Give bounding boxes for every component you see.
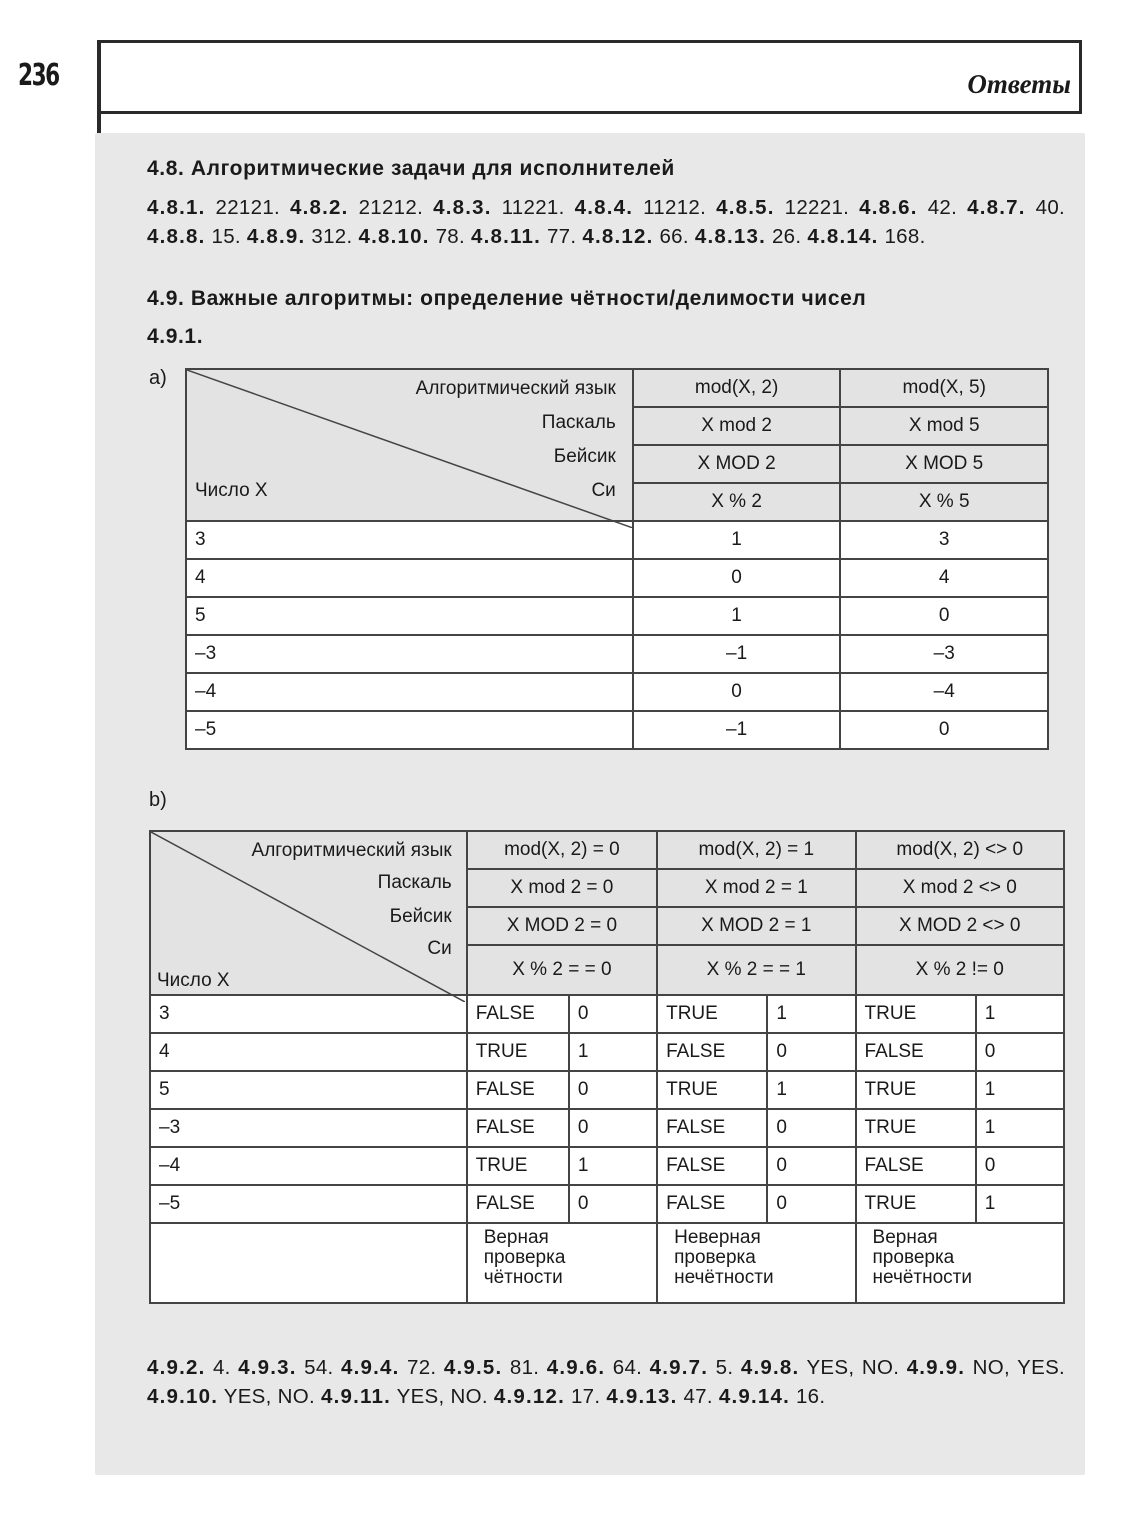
answer-id: 4.9.2. — [147, 1356, 206, 1379]
answer-id: 4.8.6. — [859, 196, 918, 219]
answer-value: 22121. — [215, 196, 281, 219]
table-a-cell: –5 — [186, 711, 633, 749]
answer-value: 40. — [1035, 196, 1066, 219]
table-a-label: a) — [149, 367, 167, 389]
answer-id: 4.9.13. — [606, 1385, 678, 1408]
row-header-number-x: Число X — [195, 480, 268, 501]
table-a-cell: –4 — [186, 673, 633, 711]
table-row — [186, 673, 1048, 711]
table-row — [186, 635, 1048, 673]
table-a-head: X MOD 2 — [633, 445, 841, 483]
header-title: Ответы — [967, 69, 1071, 99]
table-a-cell: 4 — [840, 559, 1048, 597]
table-a-cell: 4 — [186, 559, 633, 597]
table-b-cell: 1 — [767, 995, 855, 1033]
table-row — [150, 1185, 1064, 1223]
table-a-cell: –4 — [840, 673, 1048, 711]
answer-value: 16. — [795, 1385, 826, 1408]
answer-id: 4.9.5. — [443, 1356, 503, 1379]
answer-value: 72. — [407, 1356, 437, 1379]
table-a-cell: 1 — [633, 521, 841, 559]
lang-algorithmic: Алгоритмический язык — [251, 840, 452, 861]
table-b-cell: TRUE — [856, 995, 976, 1033]
table-b-cell: TRUE — [856, 1185, 976, 1223]
answer-value: 66. — [659, 225, 689, 248]
table-b-cell: 1 — [976, 1071, 1064, 1109]
answer-id: 4.8.11. — [471, 225, 541, 248]
table-b-cell: 0 — [569, 995, 657, 1033]
answer-value: 11221. — [501, 196, 565, 219]
answer-id: 4.8.2. — [290, 196, 349, 219]
table-b-cell: TRUE — [856, 1109, 976, 1147]
table-b-cell: 1 — [767, 1071, 855, 1109]
table-b-cell: 0 — [767, 1109, 855, 1147]
answer-id: 4.9.12. — [493, 1385, 565, 1408]
table-a-cell: 3 — [840, 521, 1048, 559]
table-b-cell: –5 — [150, 1185, 467, 1223]
table-b-head: X MOD 2 = 0 — [467, 907, 657, 945]
table-b-head: X % 2 = = 1 — [657, 945, 855, 995]
row-header-number-x: Число X — [157, 970, 230, 991]
table-a-head: X MOD 5 — [840, 445, 1048, 483]
table-a-head: X % 5 — [840, 483, 1048, 521]
table-a-head: mod(X, 5) — [840, 369, 1048, 407]
table-b-cell: 1 — [569, 1033, 657, 1071]
section-4-9-title: 4.9. Важные алгоритмы: определение чётности/делимости чисел — [147, 287, 867, 310]
table-a-cell: 1 — [633, 597, 841, 635]
table-b-diagonal-header — [150, 831, 467, 995]
answer-value: 54. — [304, 1356, 334, 1379]
answer-id: 4.8.3. — [433, 196, 492, 219]
table-a-cell: 5 — [186, 597, 633, 635]
answer-value: 78. — [435, 225, 466, 248]
table-b-cell: 0 — [767, 1147, 855, 1185]
page-number: 236 — [18, 58, 59, 93]
table-b-head: mod(X, 2) <> 0 — [856, 831, 1064, 869]
lang-c: Си — [591, 480, 616, 501]
lang-pascal: Паскаль — [377, 872, 452, 893]
table-b-cell: 0 — [569, 1071, 657, 1109]
table-a-head: X mod 5 — [840, 407, 1048, 445]
answer-value: 81. — [509, 1356, 540, 1379]
table-b-note: Верная проверка чётности — [467, 1223, 657, 1303]
answer-value: 26. — [771, 225, 802, 248]
table-a — [185, 368, 1049, 750]
table-a-cell: 3 — [186, 521, 633, 559]
table-row — [150, 1147, 1064, 1185]
table-b-cell: FALSE — [657, 1109, 767, 1147]
table-a-cell: 0 — [633, 673, 841, 711]
answer-id: 4.9.3. — [238, 1356, 297, 1379]
table-row — [186, 597, 1048, 635]
answer-id: 4.9.4. — [341, 1356, 400, 1379]
table-b-cell: FALSE — [657, 1147, 767, 1185]
answer-id: 4.9.11. — [321, 1385, 391, 1408]
table-row — [150, 1033, 1064, 1071]
answer-id: 4.8.7. — [967, 196, 1026, 219]
table-b-cell: 0 — [767, 1033, 855, 1071]
table-b-cell: 4 — [150, 1033, 467, 1071]
table-b-cell: 5 — [150, 1071, 467, 1109]
answer-id: 4.8.13. — [694, 225, 766, 248]
table-b-cell: FALSE — [467, 1185, 569, 1223]
answer-id: 4.9.10. — [147, 1385, 219, 1408]
answer-value: NO, YES. — [972, 1356, 1066, 1379]
table-b-cell: FALSE — [856, 1033, 976, 1071]
lang-c: Си — [427, 938, 452, 959]
answer-id: 4.8.12. — [582, 225, 654, 248]
table-b-cell: 0 — [976, 1033, 1064, 1071]
subsection-4-9-1-title: 4.9.1. — [147, 325, 204, 348]
answer-value: 47. — [683, 1385, 713, 1408]
section-4-8-title: 4.8. Алгоритмические задачи для исполнителей — [147, 157, 675, 180]
running-header — [97, 40, 1082, 114]
answer-id: 4.8.8. — [147, 225, 206, 248]
table-b-note: Неверная проверка нечётности — [657, 1223, 855, 1303]
table-b-cell: 0 — [569, 1185, 657, 1223]
table-b-head: mod(X, 2) = 1 — [657, 831, 855, 869]
table-b-cell: 1 — [569, 1147, 657, 1185]
answer-value: 12221. — [784, 196, 850, 219]
answers-4-8 — [147, 193, 1065, 251]
answer-value: 4. — [212, 1356, 231, 1379]
answer-value: 312. — [311, 225, 353, 248]
answer-id: 4.8.10. — [358, 225, 430, 248]
table-b-cell: –3 — [150, 1109, 467, 1147]
answer-id: 4.8.1. — [147, 196, 206, 219]
answer-id: 4.8.4. — [574, 196, 634, 219]
table-b-cell: 1 — [976, 995, 1064, 1033]
table-b-note: Верная проверка нечётности — [856, 1223, 1064, 1303]
answer-id: 4.9.7. — [649, 1356, 709, 1379]
table-b-cell: TRUE — [467, 1033, 569, 1071]
table-b-head: X % 2 = = 0 — [467, 945, 657, 995]
table-a-head: X mod 2 — [633, 407, 841, 445]
header-rule — [97, 108, 101, 134]
table-b-head: X mod 2 = 0 — [467, 869, 657, 907]
answer-value: 11212. — [643, 196, 707, 219]
answer-id: 4.8.5. — [716, 196, 775, 219]
answer-value: 42. — [927, 196, 958, 219]
table-a-cell: –3 — [840, 635, 1048, 673]
answer-id: 4.9.8. — [740, 1356, 800, 1379]
table-b-cell: 0 — [976, 1147, 1064, 1185]
table-b-label: b) — [149, 789, 167, 811]
table-a-cell: 0 — [840, 597, 1048, 635]
table-b-head: mod(X, 2) = 0 — [467, 831, 657, 869]
table-b-cell: FALSE — [856, 1147, 976, 1185]
table-a-cell: 0 — [633, 559, 841, 597]
table-row — [150, 1109, 1064, 1147]
content-panel — [95, 133, 1085, 1475]
table-b-cell: TRUE — [657, 1071, 767, 1109]
table-b-cell: TRUE — [467, 1147, 569, 1185]
table-b-cell: TRUE — [856, 1071, 976, 1109]
table-b-cell: FALSE — [657, 1033, 767, 1071]
table-b-head: X MOD 2 = 1 — [657, 907, 855, 945]
answer-value: YES, NO. — [223, 1385, 315, 1408]
answer-value: 77. — [546, 225, 577, 248]
table-b — [149, 830, 1065, 1304]
table-b-head: X mod 2 <> 0 — [856, 869, 1064, 907]
lang-basic: Бейсик — [389, 906, 452, 927]
table-b-cell: 1 — [976, 1185, 1064, 1223]
table-a-cell: –3 — [186, 635, 633, 673]
answer-value: 21212. — [358, 196, 424, 219]
answer-id: 4.9.14. — [718, 1385, 790, 1408]
answer-value: YES, NO. — [806, 1356, 900, 1379]
answer-id: 4.9.9. — [906, 1356, 966, 1379]
lang-pascal: Паскаль — [541, 412, 616, 433]
answer-value: 168. — [884, 225, 926, 248]
answer-id: 4.8.9. — [246, 225, 306, 248]
table-b-cell: FALSE — [657, 1185, 767, 1223]
lang-algorithmic: Алгоритмический язык — [415, 378, 616, 399]
answers-4-9 — [147, 1353, 1065, 1411]
lang-basic: Бейсик — [553, 446, 616, 467]
table-a-diagonal-header — [186, 369, 633, 521]
answer-value: 17. — [570, 1385, 601, 1408]
table-b-note-empty — [150, 1223, 467, 1303]
table-b-cell: 0 — [767, 1185, 855, 1223]
table-row — [186, 711, 1048, 749]
table-row — [186, 559, 1048, 597]
table-a-cell: 0 — [840, 711, 1048, 749]
answer-value: 5. — [715, 1356, 734, 1379]
table-b-cell: 3 — [150, 995, 467, 1033]
answer-id: 4.9.6. — [546, 1356, 606, 1379]
table-b-head: X mod 2 = 1 — [657, 869, 855, 907]
table-a-cell: –1 — [633, 635, 841, 673]
table-b-head: X % 2 != 0 — [856, 945, 1064, 995]
answer-value: 15. — [211, 225, 241, 248]
answer-value: YES, NO. — [396, 1385, 488, 1408]
table-b-cell: 1 — [976, 1109, 1064, 1147]
table-b-cell: FALSE — [467, 1109, 569, 1147]
answer-value: 64. — [612, 1356, 643, 1379]
table-a-head: X % 2 — [633, 483, 841, 521]
table-a-head: mod(X, 2) — [633, 369, 841, 407]
table-b-cell: FALSE — [467, 1071, 569, 1109]
answer-id: 4.8.14. — [807, 225, 879, 248]
table-b-cell: 0 — [569, 1109, 657, 1147]
table-b-head: X MOD 2 <> 0 — [856, 907, 1064, 945]
table-b-cell: FALSE — [467, 995, 569, 1033]
table-row — [150, 1071, 1064, 1109]
table-a-cell: –1 — [633, 711, 841, 749]
table-b-cell: –4 — [150, 1147, 467, 1185]
table-b-cell: TRUE — [657, 995, 767, 1033]
